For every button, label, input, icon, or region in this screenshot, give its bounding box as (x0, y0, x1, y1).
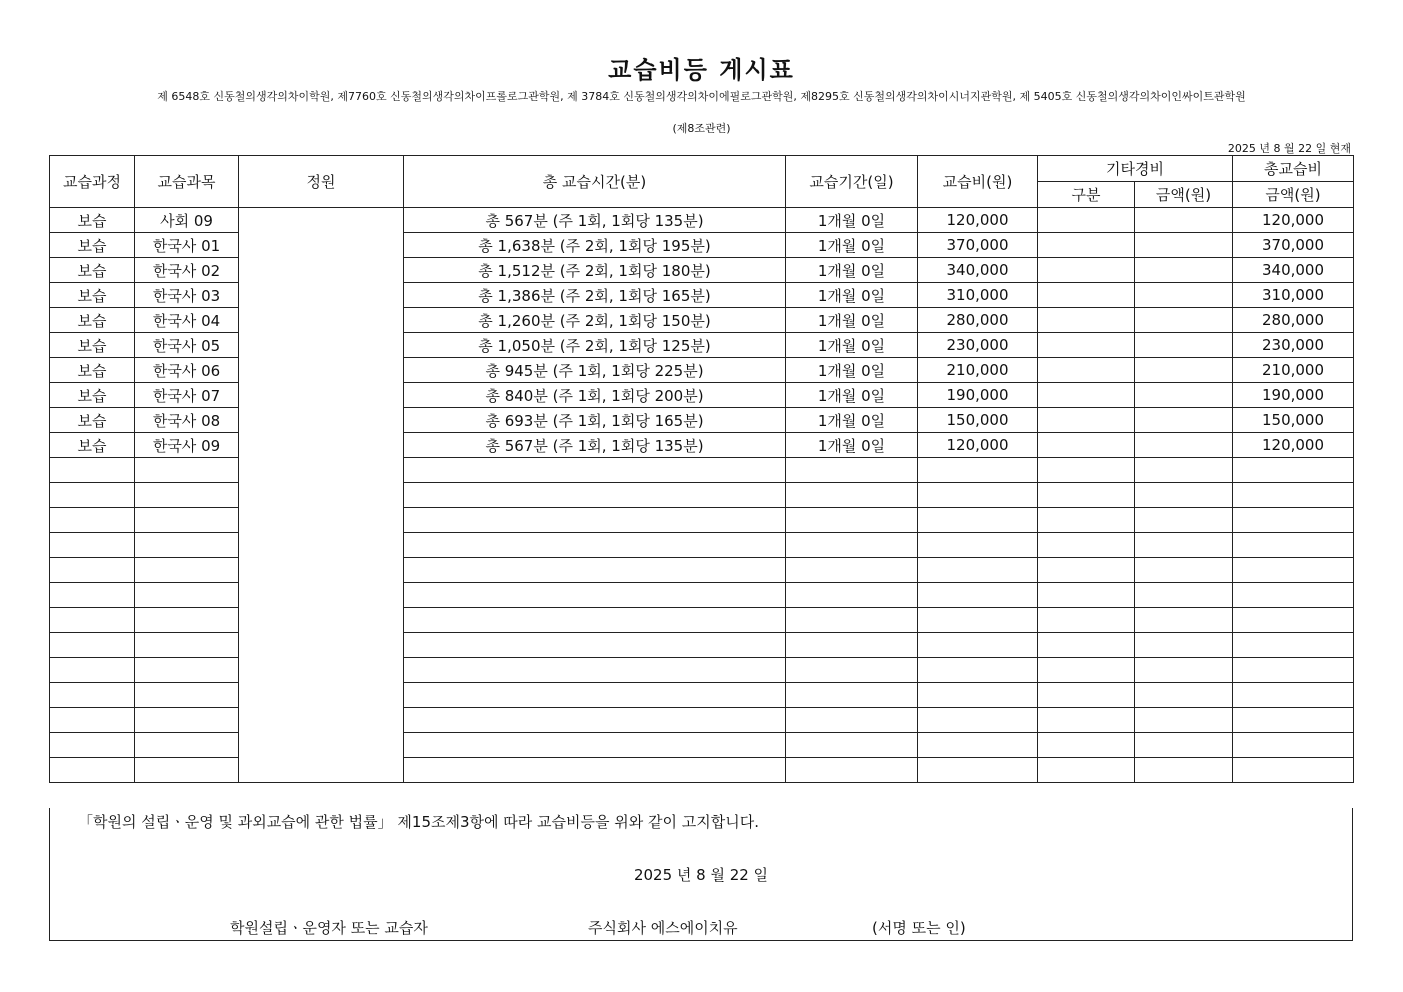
cell-total-time (404, 458, 786, 483)
cell-other-type (1038, 483, 1135, 508)
cell-subject (135, 508, 239, 533)
academy-list: 제 6548호 신동철의생각의차이학원, 제7760호 신동철의생각의차이프롤로그관학원, 제 3784호 신동철의생각의차이에필로그관학원, 제8295호 신동철의생각의차이시너지관학원, 제 5405호 신동철의생각의차이인싸이트관학원 (157, 90, 1246, 103)
cell-subject (135, 608, 239, 633)
cell-other-type (1038, 633, 1135, 658)
operator-name: 주식회사 에스에이치유 (588, 919, 738, 937)
cell-fee: 230,000 (918, 333, 1038, 358)
cell-period (786, 583, 918, 608)
cell-period: 1개월 0일 (786, 408, 918, 433)
cell-course (50, 558, 135, 583)
cell-period (786, 483, 918, 508)
cell-subject: 한국사 02 (135, 258, 239, 283)
cell-course (50, 708, 135, 733)
cell-period: 1개월 0일 (786, 308, 918, 333)
cell-fee (918, 583, 1038, 608)
cell-subject (135, 458, 239, 483)
cell-fee: 190,000 (918, 383, 1038, 408)
cell-period (786, 658, 918, 683)
cell-other-amount (1135, 658, 1233, 683)
cell-subject: 사회 09 (135, 208, 239, 233)
cell-total-fee: 370,000 (1233, 233, 1354, 258)
cell-fee: 340,000 (918, 258, 1038, 283)
cell-fee (918, 758, 1038, 783)
cell-course: 보습 (50, 283, 135, 308)
cell-total-time: 총 1,638분 (주 2회, 1회당 195분) (404, 233, 786, 258)
cell-period (786, 608, 918, 633)
cell-period: 1개월 0일 (786, 383, 918, 408)
cell-subject (135, 658, 239, 683)
cell-fee (918, 458, 1038, 483)
cell-other-amount (1135, 358, 1233, 383)
cell-fee: 370,000 (918, 233, 1038, 258)
cell-other-type (1038, 608, 1135, 633)
header-other-amount: 금액(원) (1135, 182, 1233, 208)
cell-total-fee: 310,000 (1233, 283, 1354, 308)
cell-course: 보습 (50, 333, 135, 358)
cell-total-time (404, 483, 786, 508)
cell-other-type (1038, 408, 1135, 433)
cell-other-type (1038, 758, 1135, 783)
cell-total-time (404, 683, 786, 708)
cell-other-amount (1135, 433, 1233, 458)
cell-other-type (1038, 658, 1135, 683)
header-subject: 교습과목 (135, 156, 239, 208)
cell-fee (918, 608, 1038, 633)
cell-course: 보습 (50, 233, 135, 258)
cell-fee (918, 708, 1038, 733)
cell-course (50, 458, 135, 483)
cell-course (50, 658, 135, 683)
cell-subject: 한국사 09 (135, 433, 239, 458)
cell-period: 1개월 0일 (786, 333, 918, 358)
cell-course (50, 633, 135, 658)
header-total-fee: 총교습비 (1233, 156, 1354, 182)
cell-other-amount (1135, 733, 1233, 758)
cell-total-time (404, 733, 786, 758)
cell-total-fee (1233, 658, 1354, 683)
cell-other-type (1038, 333, 1135, 358)
article-reference: (제8조관련) (672, 122, 731, 135)
cell-other-amount (1135, 333, 1233, 358)
header-total-amount: 금액(원) (1233, 182, 1354, 208)
cell-other-amount (1135, 208, 1233, 233)
cell-total-fee (1233, 558, 1354, 583)
cell-period (786, 633, 918, 658)
cell-total-time (404, 708, 786, 733)
operator-label: 학원설립ㆍ운영자 또는 교습자 (230, 919, 428, 937)
cell-course (50, 758, 135, 783)
cell-other-amount (1135, 558, 1233, 583)
cell-total-fee: 150,000 (1233, 408, 1354, 433)
cell-subject (135, 733, 239, 758)
cell-total-time: 총 840분 (주 1회, 1회당 200분) (404, 383, 786, 408)
cell-other-type (1038, 508, 1135, 533)
cell-course: 보습 (50, 308, 135, 333)
page-title: 교습비등 게시표 (608, 56, 795, 84)
cell-other-amount (1135, 583, 1233, 608)
cell-total-fee (1233, 533, 1354, 558)
cell-period (786, 758, 918, 783)
cell-course: 보습 (50, 258, 135, 283)
cell-fee (918, 633, 1038, 658)
cell-total-time: 총 1,386분 (주 2회, 1회당 165분) (404, 283, 786, 308)
cell-course (50, 533, 135, 558)
cell-course: 보습 (50, 433, 135, 458)
cell-other-amount (1135, 633, 1233, 658)
header-capacity: 정원 (239, 156, 404, 208)
cell-subject: 한국사 06 (135, 358, 239, 383)
cell-fee (918, 558, 1038, 583)
header-period: 교습기간(일) (786, 156, 918, 208)
cell-total-time (404, 633, 786, 658)
cell-subject (135, 708, 239, 733)
cell-course (50, 483, 135, 508)
cell-fee: 280,000 (918, 308, 1038, 333)
cell-other-amount (1135, 483, 1233, 508)
cell-fee: 150,000 (918, 408, 1038, 433)
header-total-time: 총 교습시간(분) (404, 156, 786, 208)
cell-other-type (1038, 308, 1135, 333)
cell-other-type (1038, 733, 1135, 758)
cell-other-amount (1135, 608, 1233, 633)
cell-subject (135, 633, 239, 658)
cell-period (786, 708, 918, 733)
cell-fee (918, 733, 1038, 758)
cell-total-time (404, 658, 786, 683)
cell-course (50, 733, 135, 758)
cell-total-fee (1233, 483, 1354, 508)
cell-capacity (239, 208, 404, 783)
table-row (50, 208, 1354, 233)
cell-other-amount (1135, 758, 1233, 783)
cell-total-time (404, 758, 786, 783)
cell-total-fee (1233, 608, 1354, 633)
cell-total-time: 총 1,512분 (주 2회, 1회당 180분) (404, 258, 786, 283)
header-fee: 교습비(원) (918, 156, 1038, 208)
cell-total-fee (1233, 633, 1354, 658)
cell-other-amount (1135, 683, 1233, 708)
fee-table-body (50, 208, 1354, 783)
cell-course: 보습 (50, 383, 135, 408)
cell-total-time (404, 533, 786, 558)
cell-other-type (1038, 458, 1135, 483)
header-other-expenses: 기타경비 (1038, 156, 1233, 182)
cell-fee: 310,000 (918, 283, 1038, 308)
cell-subject (135, 683, 239, 708)
cell-period: 1개월 0일 (786, 433, 918, 458)
cell-total-fee (1233, 508, 1354, 533)
cell-subject: 한국사 07 (135, 383, 239, 408)
cell-total-fee: 340,000 (1233, 258, 1354, 283)
cell-fee (918, 533, 1038, 558)
cell-other-amount (1135, 708, 1233, 733)
cell-fee (918, 483, 1038, 508)
cell-other-type (1038, 208, 1135, 233)
cell-subject: 한국사 01 (135, 233, 239, 258)
cell-period: 1개월 0일 (786, 258, 918, 283)
cell-course: 보습 (50, 208, 135, 233)
cell-other-type (1038, 583, 1135, 608)
cell-fee: 120,000 (918, 433, 1038, 458)
cell-total-fee: 280,000 (1233, 308, 1354, 333)
cell-fee (918, 508, 1038, 533)
cell-other-amount (1135, 408, 1233, 433)
cell-total-time (404, 508, 786, 533)
header-other-type: 구분 (1038, 182, 1135, 208)
cell-other-amount (1135, 308, 1233, 333)
cell-total-time: 총 567분 (주 1회, 1회당 135분) (404, 433, 786, 458)
cell-subject: 한국사 03 (135, 283, 239, 308)
cell-other-amount (1135, 383, 1233, 408)
cell-total-fee (1233, 458, 1354, 483)
cell-other-type (1038, 383, 1135, 408)
cell-subject (135, 558, 239, 583)
cell-total-fee (1233, 733, 1354, 758)
cell-total-fee: 120,000 (1233, 208, 1354, 233)
cell-fee: 210,000 (918, 358, 1038, 383)
cell-subject: 한국사 04 (135, 308, 239, 333)
cell-total-time (404, 583, 786, 608)
cell-other-type (1038, 708, 1135, 733)
cell-other-amount (1135, 458, 1233, 483)
cell-period (786, 458, 918, 483)
cell-total-time: 총 945분 (주 1회, 1회당 225분) (404, 358, 786, 383)
cell-period (786, 533, 918, 558)
cell-other-amount (1135, 533, 1233, 558)
cell-course (50, 608, 135, 633)
cell-total-fee (1233, 583, 1354, 608)
cell-total-time: 총 1,050분 (주 2회, 1회당 125분) (404, 333, 786, 358)
cell-total-time: 총 693분 (주 1회, 1회당 165분) (404, 408, 786, 433)
cell-other-type (1038, 533, 1135, 558)
cell-course (50, 583, 135, 608)
cell-period (786, 733, 918, 758)
cell-period: 1개월 0일 (786, 358, 918, 383)
cell-subject: 한국사 05 (135, 333, 239, 358)
cell-period (786, 508, 918, 533)
fee-table (49, 155, 1354, 783)
cell-period (786, 683, 918, 708)
cell-total-time: 총 567분 (주 1회, 1회당 135분) (404, 208, 786, 233)
cell-total-fee: 210,000 (1233, 358, 1354, 383)
cell-other-type (1038, 558, 1135, 583)
cell-other-type (1038, 683, 1135, 708)
cell-course: 보습 (50, 358, 135, 383)
cell-course: 보습 (50, 408, 135, 433)
cell-other-amount (1135, 508, 1233, 533)
law-notice: 「학원의 설립ㆍ운영 및 과외교습에 관한 법률」 제15조제3항에 따라 교습비등을 위와 같이 고지합니다. (78, 813, 759, 831)
cell-period: 1개월 0일 (786, 283, 918, 308)
cell-total-fee (1233, 708, 1354, 733)
notice-footer (49, 808, 1353, 941)
cell-other-type (1038, 358, 1135, 383)
cell-other-type (1038, 233, 1135, 258)
cell-period (786, 558, 918, 583)
notice-date: 2025 년 8 월 22 일 (633, 866, 769, 884)
cell-subject (135, 583, 239, 608)
cell-fee: 120,000 (918, 208, 1038, 233)
cell-fee (918, 683, 1038, 708)
cell-total-fee: 190,000 (1233, 383, 1354, 408)
cell-other-amount (1135, 233, 1233, 258)
cell-course (50, 683, 135, 708)
cell-total-fee: 230,000 (1233, 333, 1354, 358)
cell-subject (135, 758, 239, 783)
cell-period: 1개월 0일 (786, 233, 918, 258)
cell-total-time (404, 558, 786, 583)
cell-other-amount (1135, 258, 1233, 283)
cell-period: 1개월 0일 (786, 208, 918, 233)
cell-subject (135, 533, 239, 558)
cell-other-type (1038, 283, 1135, 308)
cell-course (50, 508, 135, 533)
cell-subject: 한국사 08 (135, 408, 239, 433)
cell-total-fee (1233, 683, 1354, 708)
as-of-date: 2025 년 8 월 22 일 현재 (1227, 142, 1351, 155)
signature-placeholder: (서명 또는 인) (872, 919, 966, 937)
cell-total-fee: 120,000 (1233, 433, 1354, 458)
cell-total-fee (1233, 758, 1354, 783)
cell-other-type (1038, 258, 1135, 283)
cell-fee (918, 658, 1038, 683)
cell-total-time (404, 608, 786, 633)
cell-other-type (1038, 433, 1135, 458)
cell-other-amount (1135, 283, 1233, 308)
header-course: 교습과정 (50, 156, 135, 208)
cell-total-time: 총 1,260분 (주 2회, 1회당 150분) (404, 308, 786, 333)
cell-subject (135, 483, 239, 508)
